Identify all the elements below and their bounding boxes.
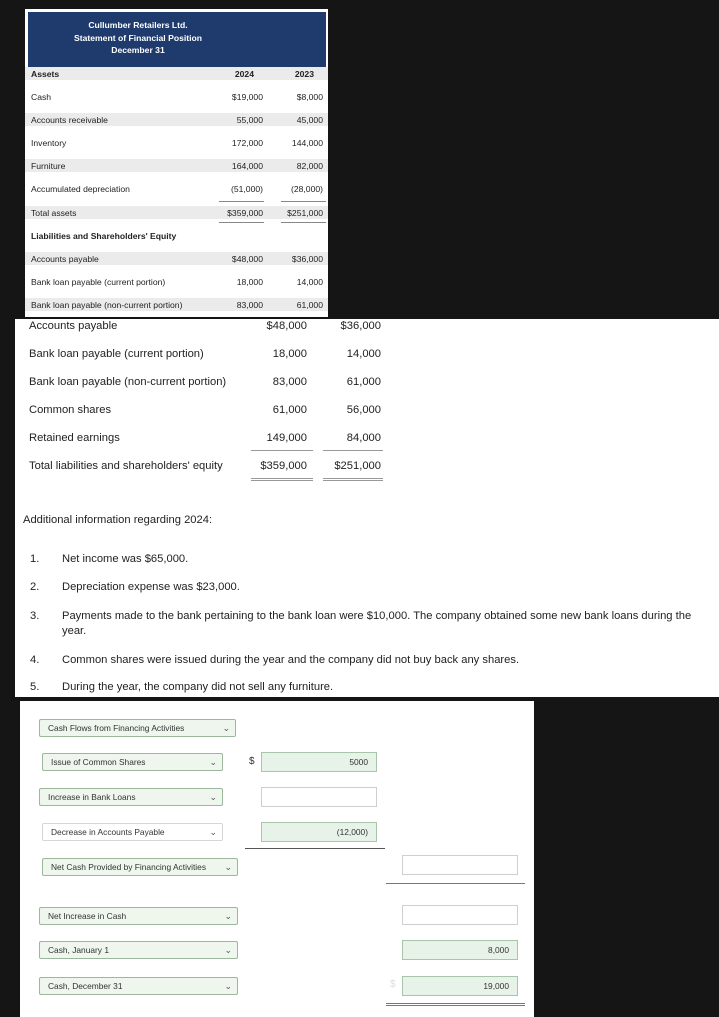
col-2023-header: 2023 (294, 69, 314, 79)
liabilities-continued-panel: Accounts payable $48,000 $36,000 Bank loan payable (current portion) 18,000 14,000 Bank loan payable (non-current portion) 83,000 61,000 Common shares 61,000 56,000 Retained earnings 149,000 84,000 Total liabilities and shareholders' equity $359,000 $251,000 Additional information regarding 2024: 1. Net income was $65,000. 2. Depreciation expense was $23,000. 3. Payments made to the bank pertaining to the bank loan were $10,000. The company obtained some new bank loans during the year. 4. Common shares were issued during the year and the company did not buy back any shares. 5. During the year, the company did not sell any furniture. (15, 319, 719, 697)
select-heading[interactable]: Cash Flows from Financing Activities ⌄ (39, 719, 236, 737)
table-row: Bank loan payable (non-current portion) 83,000 61,000 (31, 300, 323, 310)
cash-jan-input[interactable]: 8,000 (402, 940, 518, 960)
totals-column (386, 701, 534, 1017)
chevron-down-icon: ⌄ (224, 862, 232, 872)
table-row: Inventory 172,000 144,000 (31, 138, 323, 148)
chevron-down-icon: ⌄ (209, 827, 217, 837)
table-row: Total assets $359,000 $251,000 (31, 208, 323, 218)
assets-header-row (25, 67, 328, 81)
table-row: Bank loan payable (current portion) 18,000 14,000 (31, 277, 323, 287)
select-issue-shares[interactable]: Issue of Common Shares ⌄ (42, 753, 223, 771)
select-bank-loans[interactable]: Increase in Bank Loans ⌄ (39, 788, 223, 806)
chevron-down-icon: ⌄ (224, 911, 232, 921)
chevron-down-icon: ⌄ (209, 792, 217, 802)
issue-shares-input[interactable]: 5000 (261, 752, 377, 772)
table-row: Furniture 164,000 82,000 (31, 161, 323, 171)
table-row: Accumulated depreciation (51,000) (28,000) (31, 184, 323, 194)
col-2024-header: 2024 (234, 69, 254, 79)
select-cash-jan[interactable]: Cash, January 1 ⌄ (39, 941, 238, 959)
cash-dec-input[interactable]: 19,000 (402, 976, 518, 996)
select-cash-dec[interactable]: Cash, December 31 ⌄ (39, 977, 238, 995)
bank-loans-input[interactable] (261, 787, 377, 807)
select-net-financing[interactable]: Net Cash Provided by Financing Activities ⌄ (42, 858, 238, 876)
company-name: Cullumber Retailers Ltd. (88, 20, 188, 30)
table-row: Accounts payable $48,000 $36,000 (31, 254, 323, 264)
net-financing-input[interactable] (402, 855, 518, 875)
statement-date: December 31 (111, 45, 165, 55)
chevron-down-icon: ⌄ (209, 757, 217, 767)
net-increase-input[interactable] (402, 905, 518, 925)
chevron-down-icon: ⌄ (222, 723, 230, 733)
accounts-payable-input[interactable]: (12,000) (261, 822, 377, 842)
table-row: Cash $19,000 $8,000 (31, 92, 323, 102)
assets-header: Assets (31, 69, 60, 79)
select-net-increase[interactable]: Net Increase in Cash ⌄ (39, 907, 238, 925)
chevron-down-icon: ⌄ (224, 981, 232, 991)
dollar-sign: $ (249, 756, 255, 767)
statement-title: Statement of Financial Position (74, 32, 202, 43)
liabilities-header: Liabilities and Shareholders' Equity (31, 231, 177, 241)
statement-header (28, 12, 326, 69)
select-accounts-payable[interactable]: Decrease in Accounts Payable ⌄ (42, 823, 223, 841)
statement-panel (25, 9, 328, 317)
liabilities-header-row (25, 229, 328, 243)
dollar-sign: $ (390, 979, 396, 990)
chevron-down-icon: ⌄ (224, 945, 232, 955)
additional-info-title: Additional information regarding 2024: (23, 514, 213, 526)
table-row: Accounts receivable 55,000 45,000 (31, 115, 323, 125)
